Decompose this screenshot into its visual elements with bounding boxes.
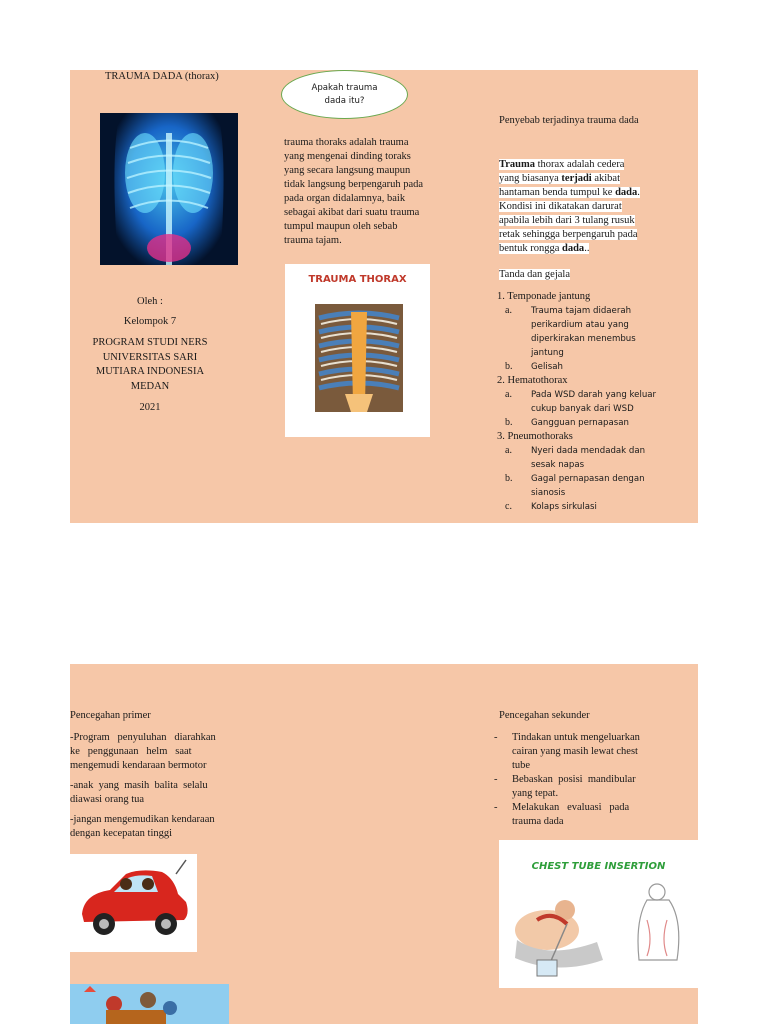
primary-item-line: dengan kecepatan tinggi <box>70 828 173 839</box>
sign-group-heading: 3. Pneumothoraks <box>497 431 573 442</box>
secondary-item-line: Bebaskan posisi mandibular <box>512 774 636 785</box>
cause-line-text <box>499 229 637 240</box>
sign-item-text <box>531 472 645 500</box>
secondary-item-line: yang tepat. <box>512 788 559 799</box>
program-line: MEDAN <box>130 380 170 392</box>
question-bubble <box>281 70 408 119</box>
sign-item-line: Nyeri dada mendadak dan <box>531 446 646 456</box>
sign-item-text <box>531 360 563 374</box>
sign-item-text <box>531 388 656 416</box>
cause-line <box>499 172 659 186</box>
cause-text-segment: .. <box>584 243 590 254</box>
cause-text <box>499 158 659 256</box>
cause-line-text <box>499 187 640 198</box>
sign-item-text <box>531 304 636 360</box>
secondary-prevention-list <box>494 731 660 829</box>
sign-item <box>497 444 682 472</box>
primary-item-line: -jangan mengemudikan kendaraan <box>70 814 215 825</box>
sign-item-line: diperkirakan menembus <box>531 334 636 344</box>
sign-item <box>497 304 682 360</box>
sign-item-line: Gangguan pernapasan <box>531 418 629 428</box>
definition-line: sebagai akibat dari suatu trauma <box>284 207 420 218</box>
secondary-item <box>494 773 660 801</box>
primary-heading: Pencegahan primer <box>70 710 151 721</box>
sign-item-line: jantung <box>531 348 564 358</box>
sign-item-line: Gelisah <box>531 362 563 372</box>
motorbike-illustration <box>70 984 229 1024</box>
signs-heading <box>499 268 570 282</box>
definition-line: yang mengenai dinding toraks <box>284 151 411 162</box>
program-line: PROGRAM STUDI NERS <box>92 337 208 348</box>
cause-line-text <box>499 159 624 170</box>
sign-item-letter: a. <box>505 389 512 400</box>
sign-item-line: Kolaps sirkulasi <box>531 502 597 512</box>
thorax-xray-image <box>100 113 238 265</box>
secondary-item-text <box>512 773 660 801</box>
cause-line-text <box>499 173 620 184</box>
secondary-heading: Pencegahan sekunder <box>499 710 590 721</box>
cause-text-segment: apabila lebih dari 3 tulang rusuk <box>499 215 635 226</box>
cause-text-segment: bentuk rongga <box>499 243 562 254</box>
sign-item <box>497 416 682 430</box>
primary-item-line: ke penggunaan helm saat <box>70 746 192 757</box>
definition-line: tidak langsung berpengaruh pada <box>284 179 424 190</box>
poster-title: TRAUMA THORAX <box>308 274 407 285</box>
cause-line <box>499 228 659 242</box>
primary-item-line: mengemudi kendaraan bermotor <box>70 760 207 771</box>
sign-item-letter: c. <box>505 501 512 512</box>
secondary-item-text <box>512 801 660 829</box>
cause-heading: Penyebab terjadinya trauma dada <box>499 115 639 126</box>
sign-item <box>497 360 682 374</box>
sign-item-line: cukup banyak dari WSD <box>531 404 634 414</box>
oleh-label: Oleh : <box>137 296 163 307</box>
cause-text-segment: yang biasanya <box>499 173 562 184</box>
secondary-item-line: tube <box>512 760 531 771</box>
secondary-item-line: Tindakan untuk mengeluarkan <box>512 732 640 743</box>
bold-term: terjadi <box>561 173 592 184</box>
cause-text-segment: hantaman benda tumpul ke <box>499 187 616 198</box>
definition-text <box>284 136 449 248</box>
bold-term: dada <box>615 187 638 198</box>
cause-text-segment: akibat <box>591 173 621 184</box>
sign-item <box>497 500 682 514</box>
trauma-thorax-poster <box>285 264 430 437</box>
cause-text-segment: retak sehingga berpengaruh pada <box>499 229 638 240</box>
primary-prevention-list <box>70 731 231 847</box>
cause-line <box>499 158 659 172</box>
definition-line: pada organ didalamnya, baik <box>284 193 406 204</box>
definition-line: trauma thoraks adalah trauma <box>284 137 409 148</box>
bullet-dash: - <box>494 732 498 743</box>
secondary-item-line: trauma dada <box>512 816 564 827</box>
sign-item-text <box>531 500 597 514</box>
primary-item-line: -anak yang masih balita selalu <box>70 780 208 791</box>
primary-item-line: diawasi orang tua <box>70 794 145 805</box>
cause-line-text <box>499 215 635 226</box>
sign-item-line: sesak napas <box>531 460 585 470</box>
secondary-item-line: cairan yang masih lewat chest <box>512 746 638 757</box>
question-line: Apakah trauma <box>311 83 378 93</box>
cause-line <box>499 200 659 214</box>
sign-item-line: Gagal pernapasan dengan <box>531 474 645 484</box>
secondary-item-text <box>512 731 660 773</box>
chest-tube-diagram <box>507 880 692 980</box>
definition-line: tumpul maupun oleh sebab <box>284 221 398 232</box>
bullet-dash: - <box>494 802 498 813</box>
sign-item <box>497 472 682 500</box>
brochure-title: TRAUMA DADA (thorax) <box>105 71 219 82</box>
primary-item <box>70 779 231 807</box>
secondary-item-line: Melakukan evaluasi pada <box>512 802 630 813</box>
sign-item-letter: b. <box>505 417 513 428</box>
definition-line: yang secara langsung maupun <box>284 165 411 176</box>
sign-item-text <box>531 416 629 430</box>
sign-item-line: perikardium atau yang <box>531 320 629 330</box>
primary-item <box>70 813 231 841</box>
primary-item <box>70 731 231 773</box>
sign-item-letter: a. <box>505 445 512 456</box>
sign-item <box>497 388 682 416</box>
ribcage-illustration <box>315 304 403 412</box>
program-info <box>75 336 225 394</box>
sign-item-line: Pada WSD darah yang keluar <box>531 390 657 400</box>
bold-term: Trauma <box>499 159 535 170</box>
cause-line-text <box>499 201 622 212</box>
program-line: MUTIARA INDONESIA <box>95 366 205 377</box>
question-line: dada itu? <box>324 96 365 106</box>
sign-group-heading: 2. Hematothorax <box>497 375 568 386</box>
cause-line <box>499 214 659 228</box>
sign-item-letter: b. <box>505 361 513 372</box>
sign-item-letter: a. <box>505 305 512 316</box>
chest-tube-title: CHEST TUBE INSERTION <box>531 861 666 872</box>
secondary-item <box>494 801 660 829</box>
kelompok-label: Kelompok 7 <box>123 316 177 327</box>
sign-item-letter: b. <box>505 473 513 484</box>
cause-line <box>499 242 659 256</box>
chest-tube-insertion-image <box>499 840 698 988</box>
cause-text-segment: . <box>637 187 640 198</box>
author-block <box>75 295 225 415</box>
primary-item-line: -Program penyuluhan diarahkan <box>70 732 216 743</box>
cause-line <box>499 186 659 200</box>
bold-term: dada <box>562 243 585 254</box>
signs-list <box>497 290 682 514</box>
sign-group-heading: 1. Temponade jantung <box>497 291 591 302</box>
signs-heading-text: Tanda dan gejala <box>499 269 570 280</box>
definition-line: trauma tajam. <box>284 235 342 246</box>
secondary-item <box>494 731 660 773</box>
year-label: 2021 <box>139 402 161 413</box>
sign-item-text <box>531 444 645 472</box>
car-illustration <box>70 854 197 952</box>
cause-line-text <box>499 243 589 254</box>
sign-item-line: Trauma tajam didaerah <box>531 306 632 316</box>
program-line: UNIVERSITAS SARI <box>102 351 198 363</box>
sign-item-line: sianosis <box>531 488 566 498</box>
cause-text-segment: Kondisi ini dikatakan darurat <box>499 201 622 212</box>
bullet-dash: - <box>494 774 498 785</box>
cause-text-segment: thorax adalah cedera <box>534 159 625 170</box>
